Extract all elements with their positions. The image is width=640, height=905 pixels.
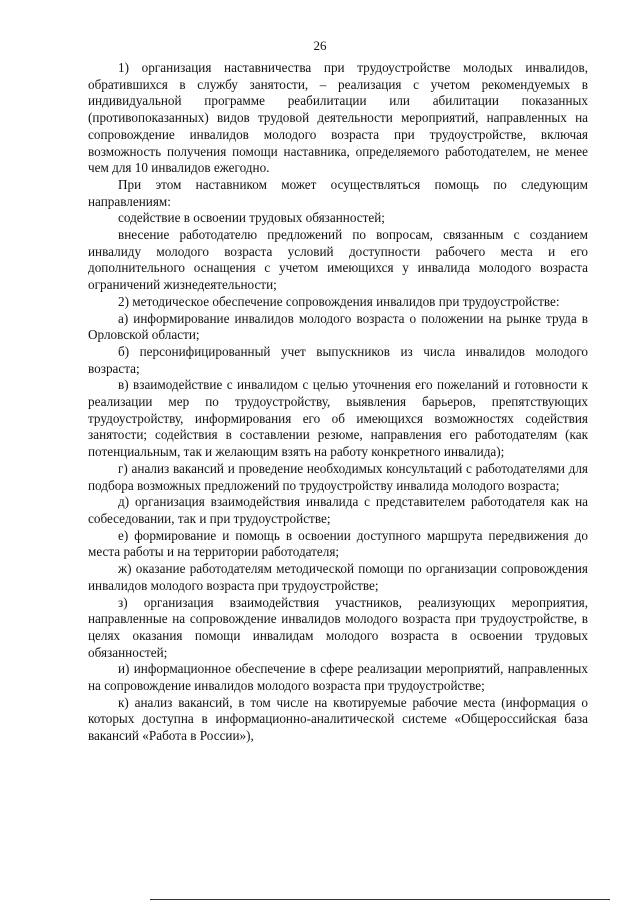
paragraph-item-z: з) организация взаимодействия участников, реализующих мероприятия, направленные на сопровождение инвалидов молодого возраста при трудоустройстве, в целях оказания помощи инвалидам молодого возраста в освоении трудовых обязанностей; [88,594,588,660]
paragraph-item-zh: ж) оказание работодателям методической помощи по организации сопровождения инвалидов молодого возраста при трудоустройстве; [88,561,588,593]
document-body [88,60,588,745]
paragraph-item-g: г) анализ вакансий и проведение необходимых консультаций с работодателями для подбора возможных предложений по трудоустройству инвалида молодого возраста; [88,460,588,493]
paragraph-mentor-proposals: внесение работодателю предложений по вопросам, связанным с созданием инвалиду молодого возраста условий доступности рабочего места и его дополнительного оснащения с учетом имеющихся у инвалида молодого возраста ограничений жизнедеятельности; [88,227,588,293]
paragraph-item-2: 2) методическое обеспечение сопровождения инвалидов при трудоустройстве: [118,293,560,309]
paragraph-item-d: д) организация взаимодействия инвалида с представителем работодателя как на собеседовании, так и при трудоустройстве; [88,494,588,526]
paragraph-item-1: 1) организация наставничества при трудоустройстве молодых инвалидов, обратившихся в службу занятости, – реализация с учетом рекомендуемых в индивидуальной программе реабилитации или абилитации показанных (противопоказанных) видов трудовой деятельности мероприятий, направленных на сопровождение инвалидов молодого возраста при трудоустройстве, включая возможность получения помощи наставника, определяемого работодателем, не менее чем для 10 инвалидов ежегодно. [88,60,588,176]
paragraph-mentor-duties: содействие в освоении трудовых обязанностей; [118,210,385,226]
paragraph-item-b: б) персонифицированный учет выпускников из числа инвалидов молодого возраста; [88,343,588,376]
paragraph-item-e: е) формирование и помощь в освоении доступного маршрута передвижения до места работы и на территории работодателя; [88,527,588,560]
paragraph-item-i: и) информационное обеспечение в сфере реализации мероприятий, направленных на сопровождение инвалидов молодого возраста при трудоустройстве; [88,661,588,694]
paragraph-item-k: к) анализ вакансий, в том числе на квотируемые рабочие места (информация о которых доступна в информационно-аналитической системе «Общероссийская база вакансий «Работа в России»), [88,694,588,744]
paragraph-mentor-intro: При этом наставником может осуществляться помощь по следующим направлениям: [88,176,588,209]
page-number: 26 [313,38,327,53]
scan-edge-line [150,899,610,900]
paragraph-item-v: в) взаимодействие с инвалидом с целью уточнения его пожеланий и готовности к реализации мер по трудоустройству, выявления барьеров, препятствующих трудоустройству, информирования его об имеющихся возможностях содействия занятости; содействия в составлении резюме, направления его работодателям (как потенциальным, так и желающим взять на работу конкретного инвалида); [88,377,588,460]
paragraph-item-a: а) информирование инвалидов молодого возраста о положении на рынке труда в Орловской области; [88,310,588,343]
